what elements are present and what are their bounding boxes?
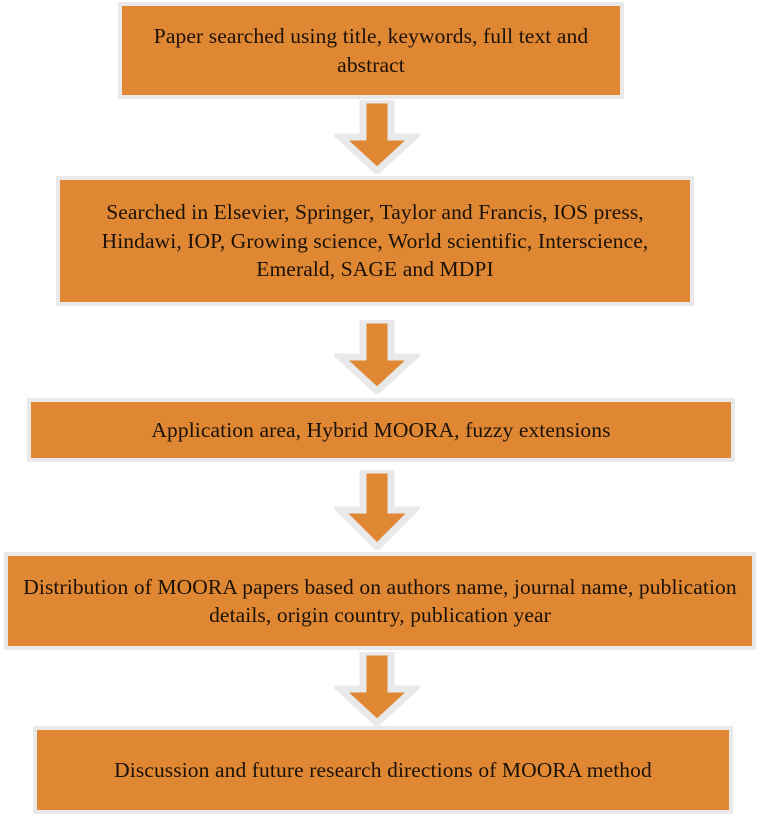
flow-node-discussion-future-research [33, 726, 733, 814]
arrow-node2-to-node3 [334, 320, 420, 394]
flow-node-publisher-databases [56, 176, 694, 306]
arrow-node1-to-node2 [334, 100, 420, 174]
flow-node-classification-criteria [27, 398, 735, 462]
flow-node-paper-distribution [4, 552, 756, 650]
arrow-node4-to-node5 [334, 652, 420, 726]
flow-node-paper-search-criteria [118, 2, 624, 99]
flow-node-label: Paper searched using title, keywords, full text and abstract [153, 24, 589, 77]
flow-node-label: Distribution of MOORA papers based on authors name, journal name, publication details, origin country, publication year [23, 574, 737, 627]
arrow-node3-to-node4 [334, 470, 420, 550]
flow-node-label: Discussion and future research directions of MOORA method [114, 757, 652, 782]
flow-node-label: Application area, Hybrid MOORA, fuzzy extensions [151, 417, 611, 442]
flow-node-label: Searched in Elsevier, Springer, Taylor and Francis, IOS press, Hindawi, IOP, Growing science, World scientific, Interscience, Emerald, SAGE and MDPI [101, 200, 649, 282]
